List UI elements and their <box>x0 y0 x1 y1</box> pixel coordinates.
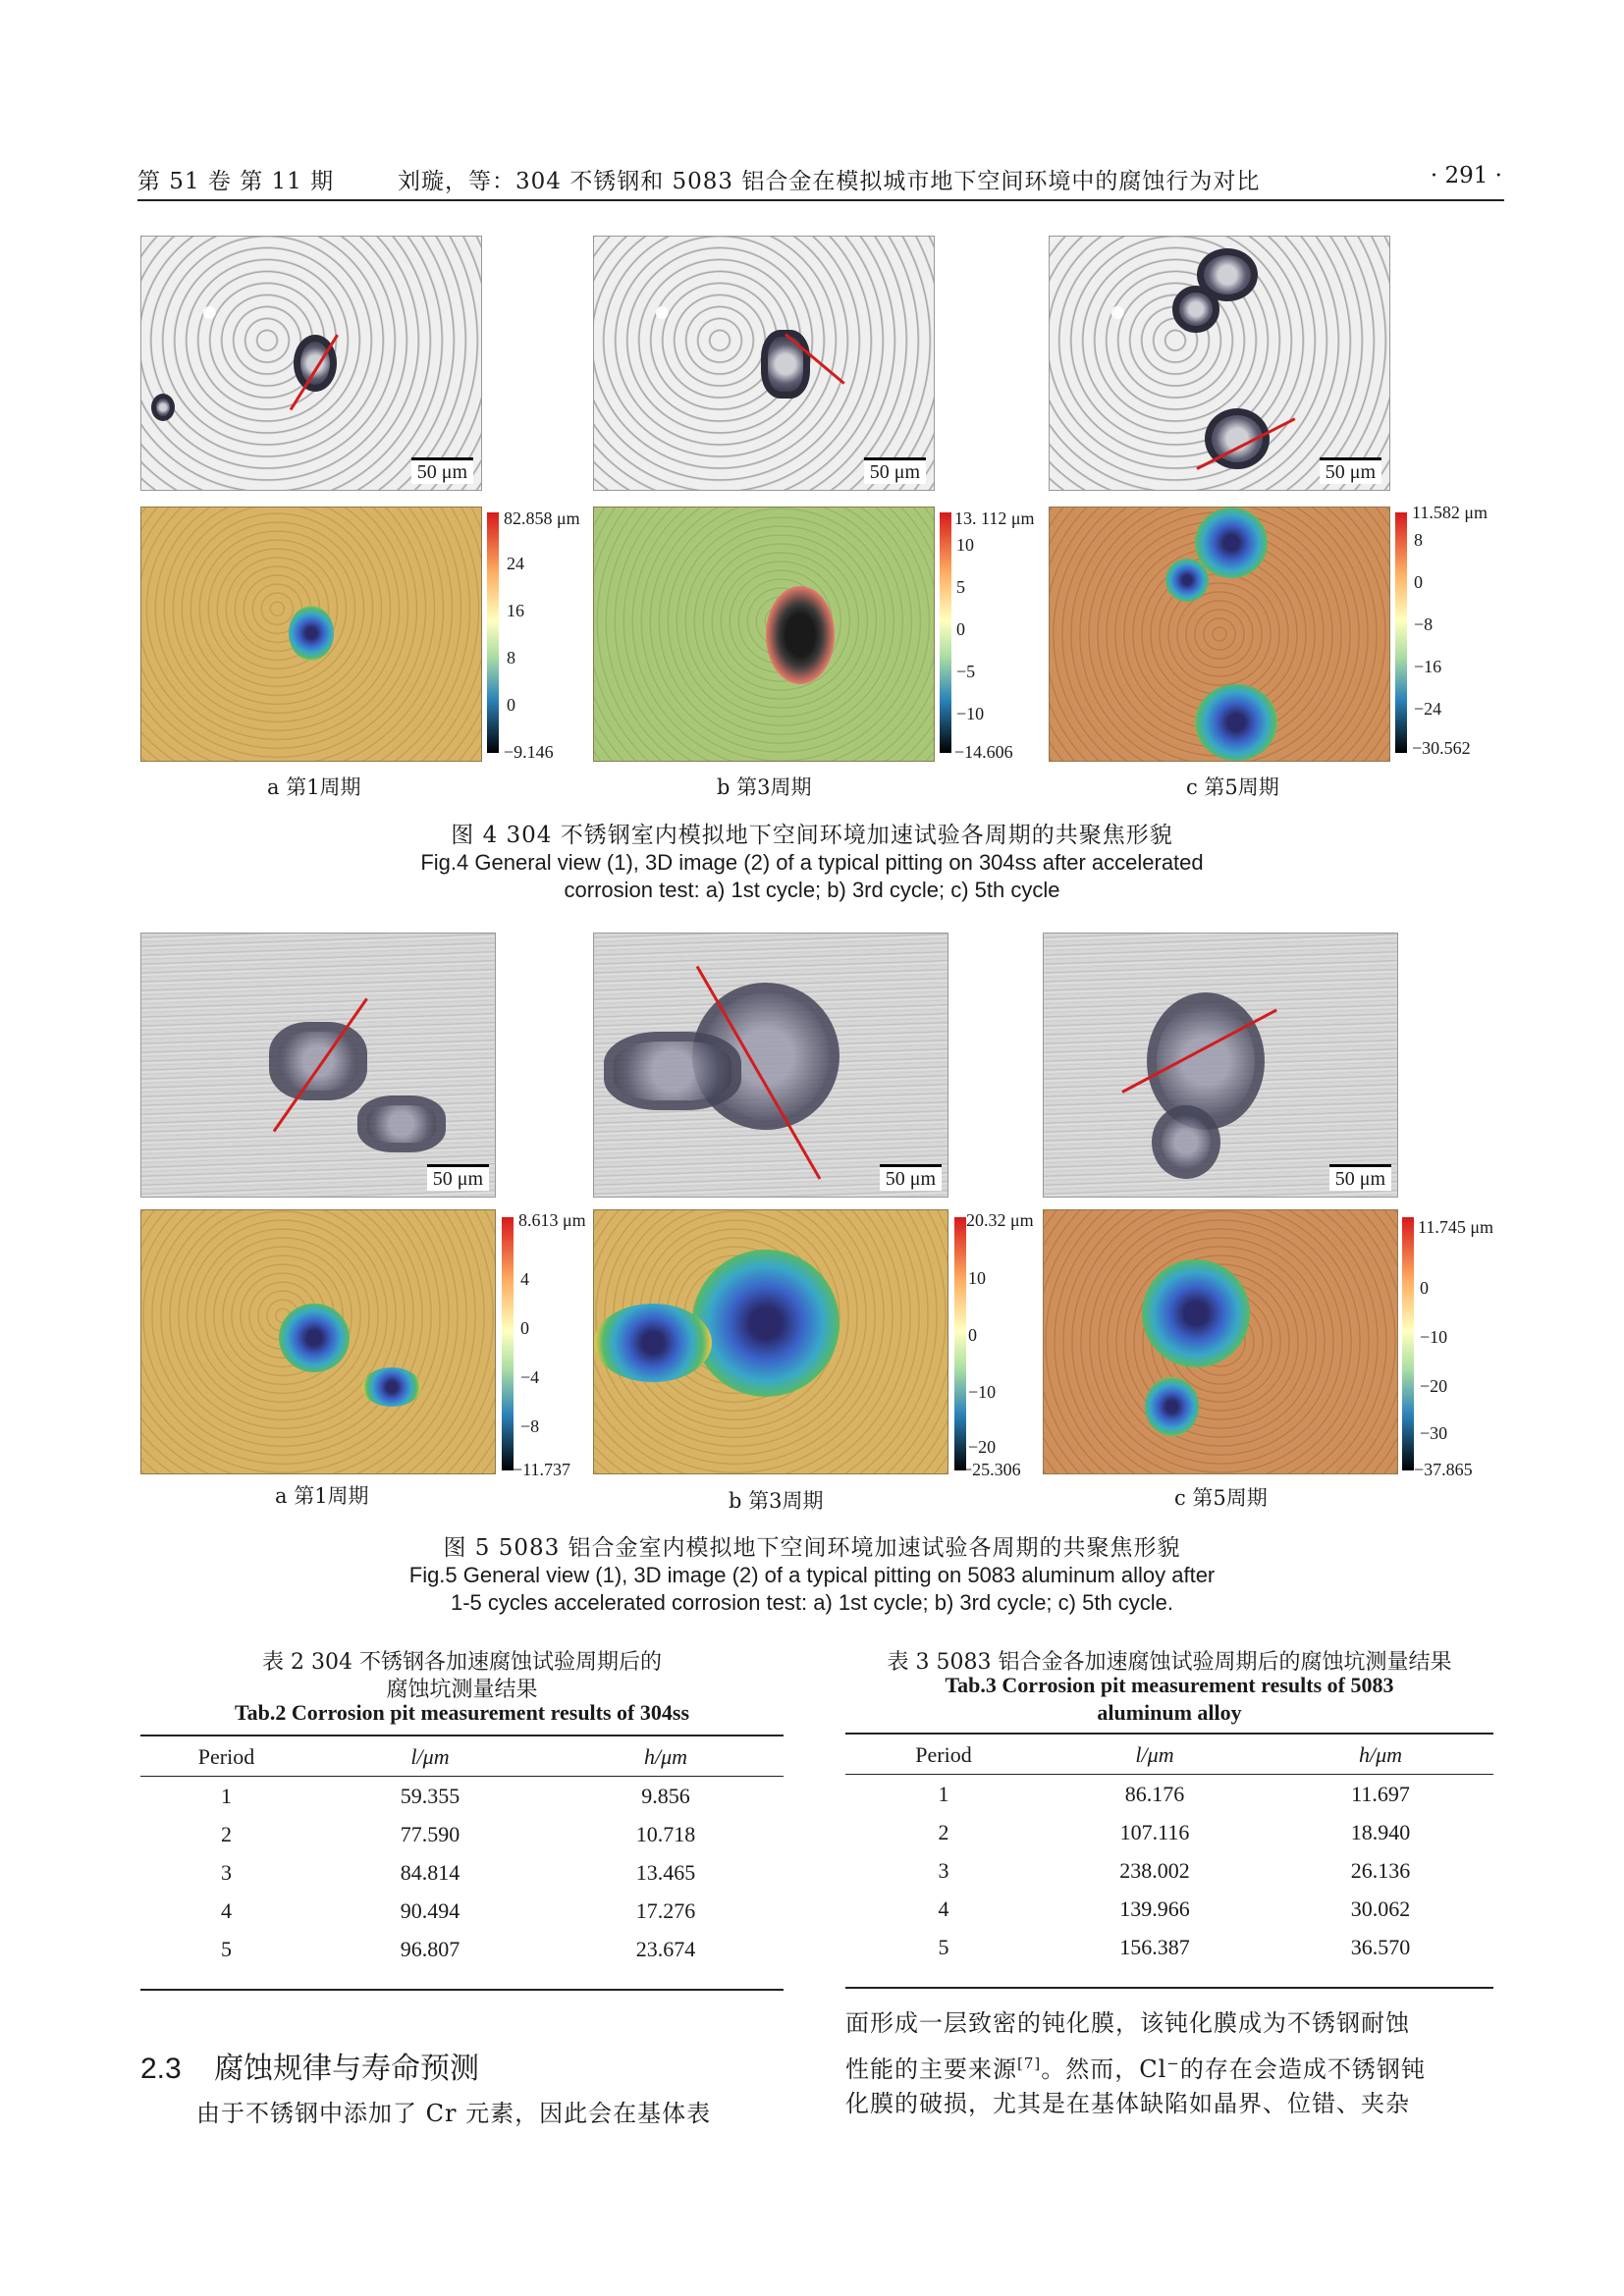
table3-title-en-2-text: aluminum alloy <box>1097 1700 1242 1725</box>
colorbar-tick: 0 <box>968 1325 977 1345</box>
table-row <box>140 1815 784 1853</box>
colorbar-max: 11.745 μm <box>1418 1217 1493 1237</box>
table-header-row <box>140 1737 784 1777</box>
fig5-c-label: c 第5周期 <box>1174 1486 1268 1510</box>
table-header-row <box>845 1735 1493 1775</box>
cell: 13.465 <box>635 1859 696 1885</box>
header-l: l/μm <box>312 1737 548 1777</box>
colorbar-tick: 5 <box>956 577 965 597</box>
table-row <box>845 1775 1493 1814</box>
cell: 9.856 <box>641 1783 690 1808</box>
table3-title-zh: 表 3 5083 铝合金各加速腐蚀试验周期后的腐蚀坑测量结果 <box>887 1650 1452 1675</box>
body-text: 性能的主要来源 <box>845 2056 1017 2083</box>
pit-depth <box>692 1250 839 1397</box>
body-right-line-1: 面形成一层致密的钝化膜，该钝化膜成为不锈钢耐蚀 <box>845 2009 1410 2037</box>
section-heading <box>140 2044 479 2087</box>
table-row <box>140 1853 784 1892</box>
cell: 107.116 <box>1119 1819 1190 1844</box>
colorbar-tick: 4 <box>520 1269 529 1289</box>
table2-title-zh-2: 腐蚀坑测量结果 <box>386 1678 538 1702</box>
cell: 36.570 <box>1350 1934 1411 1959</box>
colorbar-tick: 0 <box>507 695 515 715</box>
table2 <box>140 1737 784 1968</box>
fig5-b-colorbar <box>954 1217 966 1470</box>
pit <box>357 1095 446 1152</box>
colorbar-tick: −20 <box>1420 1376 1448 1396</box>
table2-title-en-text: Tab.2 Corrosion pit measurement results of 304ss <box>234 1700 690 1725</box>
table-row <box>845 1813 1493 1851</box>
fig4-caption-en-1: Fig.4 General view (1), 3D image (2) of a typical pitting on 304ss after accelerated <box>420 850 1204 875</box>
fig5-a-colorbar <box>502 1217 514 1470</box>
table-row <box>845 1890 1493 1928</box>
colorbar-tick: 0 <box>956 619 965 639</box>
colorbar-min: −37.865 <box>1414 1460 1473 1479</box>
cell: 30.062 <box>1350 1896 1411 1921</box>
table3-title-en-1-text: Tab.3 Corrosion pit measurement results of 5083 <box>945 1673 1394 1697</box>
colorbar-max: 8.613 μm <box>518 1210 586 1230</box>
colorbar-max: 13. 112 μm <box>954 508 1035 528</box>
cell: 4 <box>938 1896 949 1921</box>
table2-title-zh-1: 表 2 304 不锈钢各加速腐蚀试验周期后的 <box>262 1650 662 1675</box>
cell: 5 <box>938 1934 949 1959</box>
cell: 17.276 <box>635 1897 696 1923</box>
cell: 77.590 <box>400 1821 460 1846</box>
colorbar-tick: −10 <box>1420 1327 1448 1347</box>
table2-bottom-rule <box>140 1989 784 1991</box>
cell: 96.807 <box>400 1936 460 1961</box>
pit <box>1147 992 1265 1130</box>
table3-title-en-2 <box>840 1700 1498 1726</box>
cell: 3 <box>221 1859 232 1885</box>
pit-depth <box>1145 1377 1199 1436</box>
journal-volume-issue: 第 51 卷 第 11 期 <box>137 169 335 194</box>
fig4-b-label: b 第3周期 <box>717 775 812 799</box>
colorbar-tick: −20 <box>968 1437 997 1457</box>
header-l: l/μm <box>1042 1735 1268 1775</box>
scale-bar: 50 μm <box>864 457 926 484</box>
fig5-c-3d-image <box>1043 1209 1398 1474</box>
colorbar-max: 82.858 μm <box>504 508 580 528</box>
fig4-caption-en-2: corrosion test: a) 1st cycle; b) 3rd cycle; c) 5th cycle <box>564 878 1060 902</box>
pit-depth <box>1142 1259 1250 1367</box>
table3-top-rule <box>845 1733 1493 1735</box>
section-title: 腐蚀规律与寿命预测 <box>214 2052 480 2086</box>
pit-depth <box>279 1304 350 1372</box>
table-row <box>845 1851 1493 1890</box>
cell: 84.814 <box>400 1859 460 1885</box>
fig4-c-label: c 第5周期 <box>1186 775 1279 799</box>
cell: 4 <box>221 1897 232 1923</box>
colorbar-tick: 0 <box>1414 572 1423 592</box>
cell: 1 <box>221 1783 232 1808</box>
header-h: h/μm <box>1268 1735 1493 1775</box>
cell: 59.355 <box>400 1783 460 1808</box>
fig5-caption-en-2: 1-5 cycles accelerated corrosion test: a) 1st cycle; b) 3rd cycle; c) 5th cycle. <box>450 1590 1174 1615</box>
cell: 18.940 <box>1350 1819 1411 1844</box>
colorbar-tick: −16 <box>1414 657 1442 676</box>
fig5-a-3d-image <box>140 1209 496 1474</box>
colorbar-tick: 8 <box>507 648 515 667</box>
pit <box>1152 1105 1220 1179</box>
table-row <box>845 1928 1493 1966</box>
cell: 156.387 <box>1119 1934 1190 1959</box>
scale-bar: 50 μm <box>1320 457 1381 484</box>
article-running-title: 刘璇，等：304 不锈钢和 5083 铝合金在模拟城市地下空间环境中的腐蚀行为对比 <box>398 169 1261 194</box>
cell: 139.966 <box>1119 1896 1190 1921</box>
cell: 238.002 <box>1119 1857 1190 1883</box>
page-number: · 291 · <box>1430 163 1502 188</box>
table3-bottom-rule <box>845 1987 1493 1989</box>
table-row <box>140 1777 784 1816</box>
fig5-b-micrograph <box>593 933 948 1198</box>
colorbar-tick: −8 <box>520 1416 540 1436</box>
cell: 90.494 <box>400 1897 460 1923</box>
body-right-line-3: 化膜的破损，尤其是在基体缺陷如晶界、位错、夹杂 <box>845 2090 1410 2117</box>
cell: 3 <box>938 1857 949 1883</box>
cell: 1 <box>938 1781 949 1806</box>
pit-depth <box>594 1304 712 1382</box>
colorbar-max: 11.582 μm <box>1412 503 1488 522</box>
cell: 10.718 <box>635 1821 696 1846</box>
table2-title-en <box>140 1700 784 1726</box>
colorbar-min: −30.562 <box>1412 738 1471 758</box>
section-number: 2.3 <box>140 2053 182 2085</box>
fig4-a-label: a 第1周期 <box>267 775 361 799</box>
header-h: h/μm <box>548 1737 784 1777</box>
colorbar-tick: −8 <box>1414 614 1434 634</box>
colorbar-min: −14.606 <box>954 742 1013 762</box>
fig5-b-label: b 第3周期 <box>729 1489 824 1513</box>
table3 <box>845 1735 1493 1966</box>
fig4-caption-zh: 图 4 304 不锈钢室内模拟地下空间环境加速试验各周期的共聚焦形貌 <box>451 823 1173 848</box>
table-row <box>140 1892 784 1930</box>
fig5-c-colorbar <box>1402 1217 1414 1470</box>
fig5-a-micrograph <box>140 933 496 1198</box>
body-text: 。然而，Cl <box>1041 2056 1167 2083</box>
table2-top-rule <box>140 1735 784 1736</box>
cell: 11.697 <box>1351 1781 1410 1806</box>
pit <box>604 1032 741 1110</box>
body-right-line-2 <box>845 2045 1426 2088</box>
colorbar-tick: 24 <box>507 554 524 573</box>
pit-depth <box>362 1367 421 1407</box>
colorbar-tick: −24 <box>1414 699 1442 719</box>
scale-bar: 50 μm <box>1329 1164 1391 1191</box>
header-period: Period <box>845 1735 1042 1775</box>
table3-title-en-1 <box>840 1673 1498 1698</box>
colorbar-max: 20.32 μm <box>966 1210 1034 1230</box>
colorbar-tick: −5 <box>956 662 976 681</box>
pit <box>269 1022 367 1100</box>
fig5-b-3d-image <box>593 1209 948 1474</box>
cell: 86.176 <box>1124 1781 1185 1806</box>
colorbar-min: −25.306 <box>962 1460 1021 1479</box>
cell: 2 <box>938 1819 949 1844</box>
fig5-a-label: a 第1周期 <box>275 1484 369 1508</box>
body-text: 的存在会造成不锈钢钝 <box>1179 2056 1426 2083</box>
colorbar-tick: −10 <box>968 1382 997 1402</box>
colorbar-tick: −10 <box>956 704 985 723</box>
body-left-line-1: 由于不锈钢中添加了 Cr 元素，因此会在基体表 <box>196 2100 712 2127</box>
cell: 23.674 <box>635 1936 696 1961</box>
cell: 5 <box>221 1936 232 1961</box>
colorbar-tick: 0 <box>1420 1278 1429 1298</box>
superscript: − <box>1166 2055 1180 2072</box>
colorbar-tick: 0 <box>520 1318 529 1338</box>
scale-bar: 50 μm <box>411 457 473 484</box>
colorbar-min: −9.146 <box>504 742 554 762</box>
colorbar-tick: 10 <box>956 535 974 555</box>
cell: 26.136 <box>1350 1857 1411 1883</box>
colorbar-tick: 8 <box>1414 530 1423 550</box>
fig5-caption-zh: 图 5 5083 铝合金室内模拟地下空间环境加速试验各周期的共聚焦形貌 <box>443 1535 1181 1561</box>
citation: [7] <box>1017 2055 1042 2072</box>
colorbar-tick: −4 <box>520 1367 540 1387</box>
table-row <box>140 1930 784 1968</box>
scale-bar: 50 μm <box>427 1164 489 1191</box>
cell: 2 <box>221 1821 232 1846</box>
scale-bar: 50 μm <box>880 1164 942 1191</box>
header-period: Period <box>140 1737 312 1777</box>
colorbar-min: −11.737 <box>513 1460 570 1479</box>
fig5-c-micrograph <box>1043 933 1398 1198</box>
colorbar-tick: −30 <box>1420 1423 1448 1443</box>
colorbar-tick: 16 <box>507 601 524 620</box>
colorbar-tick: 10 <box>968 1268 986 1288</box>
fig5-caption-en-1: Fig.5 General view (1), 3D image (2) of a typical pitting on 5083 aluminum alloy after <box>408 1563 1216 1587</box>
